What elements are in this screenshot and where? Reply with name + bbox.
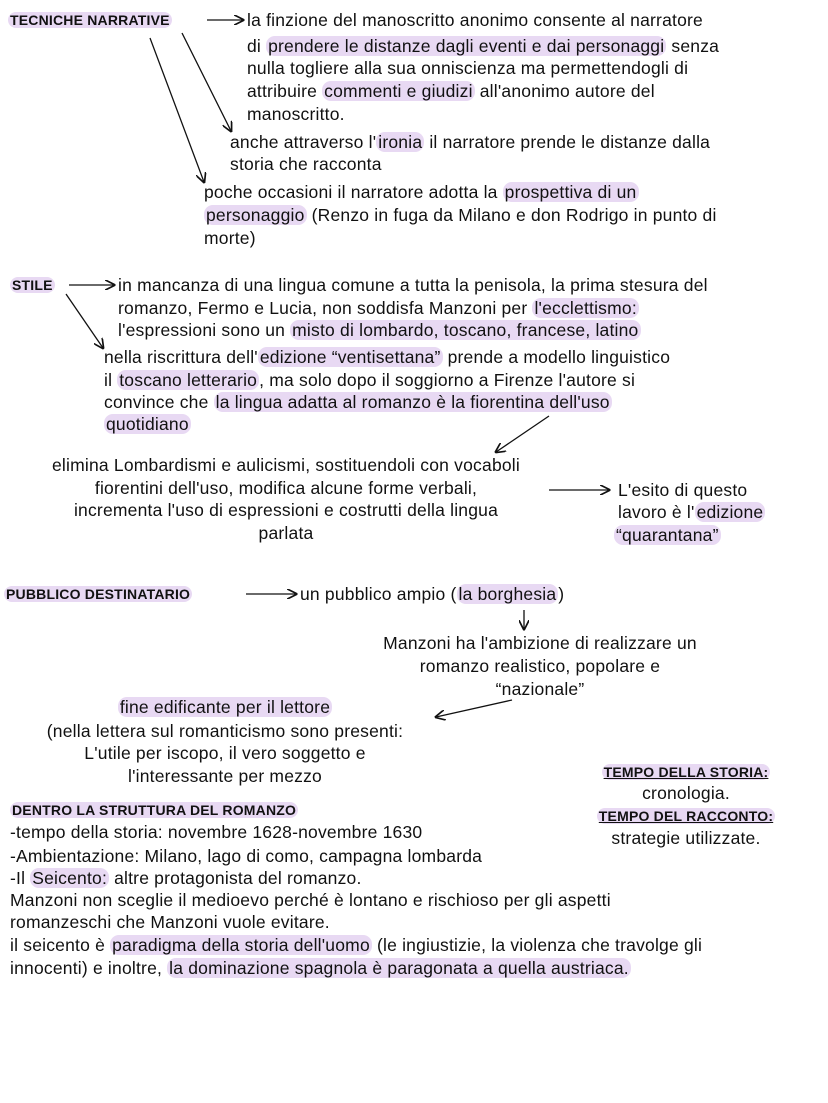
text-line xyxy=(618,479,747,501)
text-segment: in mancanza di una lingua comune a tutta la penisola, la prima stesura del xyxy=(118,275,708,295)
text-line xyxy=(10,957,631,979)
text-line xyxy=(118,319,641,341)
text-segment: l'espressioni sono un xyxy=(118,320,291,340)
highlighted-text: quotidiano xyxy=(106,414,189,434)
text-segment: fiorentini dell'uso, modifica alcune forme verbali, xyxy=(94,478,478,498)
highlighted-text: edizione “ventisettana” xyxy=(259,347,441,367)
highlighted-text: prendere le distanze dagli eventi e dai personaggi xyxy=(268,36,665,56)
text-segment: nella riscrittura dell' xyxy=(104,347,258,367)
text-segment: (nella lettera sul romanticismo sono presenti: xyxy=(46,721,404,741)
arrow-tecniche-3 xyxy=(150,38,204,182)
text-segment: poche occasioni il narratore adotta la xyxy=(204,182,503,202)
text-segment: manoscritto. xyxy=(247,104,345,124)
tempo-racconto-text: strategie utilizzate. xyxy=(611,828,761,848)
heading-text: PUBBLICO DESTINATARIO xyxy=(6,586,191,602)
heading-stile xyxy=(10,275,55,295)
text-line xyxy=(247,35,719,57)
text-line xyxy=(104,391,612,413)
highlighted-text: l'ecclettismo: xyxy=(534,298,637,318)
text-line xyxy=(104,413,191,435)
text-line xyxy=(300,583,564,605)
text-segment: altre protagonista del romanzo. xyxy=(109,868,362,888)
text-segment: “nazionale” xyxy=(495,679,585,699)
text-line xyxy=(118,274,708,296)
text-line xyxy=(10,889,611,911)
arrow-stile-2 xyxy=(66,294,103,348)
arrow-stile-3 xyxy=(496,416,549,452)
text-line xyxy=(614,524,721,546)
arrow-tecniche-2 xyxy=(182,33,231,131)
text-line xyxy=(0,696,450,718)
text-line xyxy=(10,821,422,843)
text-line xyxy=(204,227,256,249)
text-segment: il xyxy=(104,370,118,390)
text-segment: anche attraverso l' xyxy=(230,132,377,152)
heading-text: STILE xyxy=(12,277,53,293)
text-segment: prende a modello linguistico xyxy=(442,347,671,367)
text-line xyxy=(0,765,450,787)
text-line xyxy=(247,80,655,102)
text-segment: -Il xyxy=(10,868,31,888)
text-line xyxy=(247,103,345,125)
text-segment: un pubblico ampio ( xyxy=(300,584,457,604)
text-segment: (Renzo in fuga da Milano e don Rodrigo in punto di xyxy=(306,205,717,225)
heading-struttura-romanzo xyxy=(10,800,298,820)
text-segment: L'utile per iscopo, il vero soggetto e xyxy=(84,743,366,763)
highlighted-text: commenti e giudizi xyxy=(324,81,473,101)
text-segment: , ma solo dopo il soggiorno a Firenze l'autore si xyxy=(259,370,636,390)
heading-text: DENTRO LA STRUTTURA DEL ROMANZO xyxy=(12,802,297,818)
text-line xyxy=(10,911,330,933)
text-line xyxy=(0,522,572,544)
text-line xyxy=(104,369,635,391)
text-segment: parlata xyxy=(258,523,314,543)
highlighted-text: edizione xyxy=(696,502,764,522)
heading-tempo-del-racconto xyxy=(576,806,796,826)
text-segment: -tempo della storia: novembre 1628-novembre 1630 xyxy=(10,822,423,842)
text-line xyxy=(0,742,450,764)
highlighted-text: la borghesia xyxy=(458,584,557,604)
text-segment: (le ingiustizie, la violenza che travolge gli xyxy=(371,935,703,955)
text-line xyxy=(0,499,572,521)
text-segment: storia che racconta xyxy=(230,154,382,174)
highlighted-text: fine edificante per il lettore xyxy=(119,697,331,717)
text-segment: Manzoni non sceglie il medioevo perché è lontano e rischioso per gli aspetti xyxy=(10,890,611,910)
heading-tempo-della-storia xyxy=(576,762,796,782)
text-segment: la finzione del manoscritto anonimo consente al narratore xyxy=(247,10,703,30)
heading-text: TEMPO DEL RACCONTO: xyxy=(598,808,774,824)
text-segment: Manzoni ha l'ambizione di realizzare un xyxy=(383,633,697,653)
highlighted-text: la dominazione spagnola è paragonata a quella austriaca. xyxy=(169,958,629,978)
text-segment: all'anonimo autore del xyxy=(474,81,655,101)
text-segment: attribuire xyxy=(247,81,323,101)
text-segment: L'esito di questo xyxy=(618,480,748,500)
text-line xyxy=(0,454,572,476)
text-line xyxy=(230,131,710,153)
text-line xyxy=(618,501,765,523)
highlighted-text: prospettiva di un xyxy=(504,182,637,202)
text-line xyxy=(0,720,450,742)
text-line xyxy=(10,934,702,956)
text-segment: il narratore prende le distanze dalla xyxy=(424,132,711,152)
text-line xyxy=(330,655,750,677)
text-segment: il seicento è xyxy=(10,935,111,955)
text-line xyxy=(0,477,572,499)
highlighted-text: Seicento: xyxy=(32,868,108,888)
highlighted-text: paradigma della storia dell'uomo xyxy=(112,935,370,955)
text-line xyxy=(330,632,750,654)
text-segment: senza xyxy=(666,36,720,56)
text-segment: innocenti) e inoltre, xyxy=(10,958,168,978)
text-segment: convince che xyxy=(104,392,214,412)
tempo-storia-text: cronologia. xyxy=(642,783,730,803)
text-line xyxy=(204,181,639,203)
text-segment: di xyxy=(247,36,267,56)
text-segment: -Ambientazione: Milano, lago di como, campagna lombarda xyxy=(10,846,483,866)
highlighted-text: ironia xyxy=(378,132,423,152)
text-segment: romanzeschi che Manzoni vuole evitare. xyxy=(10,912,330,932)
text-segment: romanzo realistico, popolare e xyxy=(419,656,661,676)
text-segment: incrementa l'uso di espressioni e costrutti della lingua xyxy=(73,500,499,520)
text-segment: romanzo, Fermo e Lucia, non soddisfa Manzoni per xyxy=(118,298,533,318)
heading-pubblico-destinatario xyxy=(4,584,192,604)
text-line xyxy=(230,153,382,175)
text-line xyxy=(247,57,688,79)
text-line xyxy=(118,297,639,319)
text-segment: ) xyxy=(558,584,565,604)
text-line xyxy=(104,346,670,368)
text-segment: morte) xyxy=(204,228,256,248)
highlighted-text: misto di lombardo, toscano, francese, latino xyxy=(292,320,639,340)
text-segment: nulla togliere alla sua onniscienza ma permettendogli di xyxy=(247,58,689,78)
text-line xyxy=(247,9,703,31)
highlighted-text: personaggio xyxy=(206,205,305,225)
heading-tecniche-narrative xyxy=(8,10,172,30)
text-line xyxy=(10,845,482,867)
text-segment: elimina Lombardismi e aulicismi, sostituendoli con vocaboli xyxy=(52,455,520,475)
text-line xyxy=(204,204,717,226)
text-segment: lavoro è l' xyxy=(618,502,695,522)
highlighted-text: “quarantana” xyxy=(616,525,719,545)
highlighted-text: la lingua adatta al romanzo è la fiorentina dell'uso xyxy=(215,392,610,412)
text-line xyxy=(10,867,362,889)
highlighted-text: toscano letterario xyxy=(119,370,258,390)
heading-text: TEMPO DELLA STORIA: xyxy=(603,764,769,780)
text-segment: l'interessante per mezzo xyxy=(128,766,322,786)
heading-text: TECNICHE NARRATIVE xyxy=(10,12,170,28)
